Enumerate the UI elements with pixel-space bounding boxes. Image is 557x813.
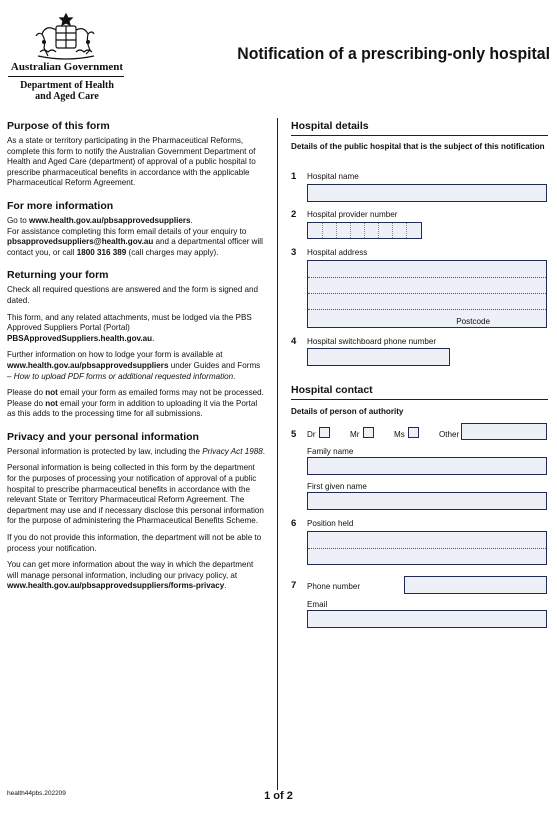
title-dr-label: Dr bbox=[307, 430, 316, 439]
text: This form, and any related attachments, must be lodged via the PBS Approved Suppliers Portal (Portal) bbox=[7, 312, 252, 333]
question-number: 6 bbox=[291, 518, 297, 529]
department-name-line2: and Aged Care bbox=[35, 91, 99, 102]
page-number: 1 of 2 bbox=[264, 790, 293, 802]
form-column bbox=[291, 120, 548, 609]
hospital-contact-section bbox=[291, 384, 548, 417]
hospital-details-subheading: Details of the public hospital that is the subject of this notification bbox=[291, 142, 545, 151]
emphasis: not bbox=[45, 398, 58, 408]
privacy-text-1 bbox=[7, 447, 265, 458]
hospital-name-field[interactable] bbox=[307, 184, 547, 202]
hospital-address-field[interactable] bbox=[307, 260, 547, 328]
text: and a departmental officer will contact you, or call bbox=[7, 237, 263, 257]
question-number: 7 bbox=[291, 580, 297, 591]
hospital-address-label: Hospital address bbox=[307, 248, 368, 257]
page-header bbox=[0, 0, 557, 110]
question-switchboard-phone bbox=[291, 337, 548, 369]
text: email your form in addition to uploading it via the Portal as this adds to the processing time for all submissions. bbox=[7, 398, 258, 419]
question-position-held bbox=[291, 519, 548, 569]
provider-number-label: Hospital provider number bbox=[307, 210, 398, 219]
text: You can get more information about the way in which the department will manage personal information, including our privacy policy, at bbox=[7, 560, 254, 580]
address-line bbox=[308, 309, 546, 310]
text: Further information on how to lodge your form is available at bbox=[7, 350, 223, 360]
text: . bbox=[152, 333, 155, 343]
hospital-contact-subheading: Details of person of authority bbox=[291, 407, 404, 416]
more-info-heading: For more information bbox=[7, 199, 114, 212]
returning-text-2 bbox=[7, 313, 265, 345]
cell-divider bbox=[364, 223, 365, 238]
switchboard-phone-label: Hospital switchboard phone number bbox=[307, 337, 437, 346]
question-number: 3 bbox=[291, 247, 297, 258]
header-divider bbox=[8, 76, 124, 77]
text: . bbox=[190, 215, 193, 225]
cell-divider bbox=[406, 223, 407, 238]
privacy-heading: Privacy and your personal information bbox=[7, 430, 199, 443]
government-name: Australian Government bbox=[10, 61, 124, 73]
phone-number-field[interactable] bbox=[404, 576, 547, 594]
department-name-line1: Department of Health bbox=[20, 80, 114, 91]
question-number: 2 bbox=[291, 209, 297, 220]
question-phone-email bbox=[291, 576, 548, 632]
privacy-text-4 bbox=[7, 560, 265, 592]
more-info-section bbox=[7, 200, 265, 258]
question-hospital-address bbox=[291, 248, 548, 332]
question-person-name bbox=[291, 426, 548, 506]
text: email your form as emailed forms may not be processed. Please do bbox=[7, 388, 264, 408]
address-line bbox=[308, 277, 546, 278]
portal-link[interactable]: PBSApprovedSuppliers.health.gov.au bbox=[7, 333, 153, 343]
title-mr-checkbox[interactable] bbox=[363, 427, 374, 438]
title-dr-checkbox[interactable] bbox=[319, 427, 330, 438]
hospital-contact-heading: Hospital contact bbox=[291, 384, 548, 400]
cell-divider bbox=[392, 223, 393, 238]
returning-text-3 bbox=[7, 350, 265, 382]
guide-title: How to upload PDF forms or additional requested information bbox=[13, 371, 234, 381]
question-hospital-name bbox=[291, 172, 548, 206]
title-other-label: Other bbox=[439, 430, 460, 439]
text: For assistance completing this form email details of your enquiry to bbox=[7, 226, 247, 236]
privacy-text-3: If you do not provide this information, the department will not be able to process your notification. bbox=[7, 533, 262, 553]
purpose-section bbox=[7, 120, 265, 189]
website-link[interactable]: www.health.gov.au/pbsapprovedsuppliers bbox=[29, 215, 191, 225]
emphasis: not bbox=[45, 388, 58, 398]
provider-number-field[interactable] bbox=[307, 222, 422, 239]
text: (call charges may apply). bbox=[126, 247, 219, 257]
question-number: 5 bbox=[291, 429, 297, 440]
act-name: Privacy Act 1988 bbox=[202, 446, 263, 456]
family-name-label: Family name bbox=[307, 447, 354, 456]
hospital-details-heading: Hospital details bbox=[291, 120, 548, 136]
purpose-text: As a state or territory participating in the Pharmaceutical Reforms, complete this form to notify the Australian Government Department of Health and Aged Care (department) of approval of a public hospital to prescribe pharmaceutical benefits in accordance with the applicable Pharmaceutical Reform Agreement. bbox=[7, 136, 256, 188]
question-number: 1 bbox=[291, 171, 297, 182]
postcode-label: Postcode bbox=[456, 317, 490, 326]
phone-number-label: Phone number bbox=[307, 582, 361, 591]
text: Personal information is protected by law, including the bbox=[7, 446, 203, 456]
family-name-field[interactable] bbox=[307, 457, 547, 475]
cell-divider bbox=[350, 223, 351, 238]
more-info-website bbox=[7, 216, 265, 258]
privacy-text-2: Personal information is being collected in this form by the department for the purposes of processing your notification of approval of a public hospital to prescribe pharmaceutical benefits in accordance with the relevant State or Territory Pharmaceutical Reform Agreement. The department may use and if necessary disclose this personal information for the purpose of administering the Pharmaceutical Benefits Scheme. bbox=[7, 463, 264, 526]
returning-text-1: Check all required questions are answered and the form is signed and dated. bbox=[7, 285, 259, 305]
first-given-name-label: First given name bbox=[307, 482, 367, 491]
first-given-name-field[interactable] bbox=[307, 492, 547, 510]
hospital-name-label: Hospital name bbox=[307, 172, 359, 181]
position-held-label: Position held bbox=[307, 519, 354, 528]
title-mr-label: Mr bbox=[350, 430, 360, 439]
returning-heading: Returning your form bbox=[7, 269, 109, 282]
text: Please do bbox=[7, 388, 46, 398]
text: Go to bbox=[7, 215, 30, 225]
privacy-link[interactable]: www.health.gov.au/pbsapprovedsuppliers/forms-privacy bbox=[7, 581, 225, 591]
text: . bbox=[224, 581, 227, 591]
title-other-field[interactable] bbox=[461, 423, 547, 440]
column-divider bbox=[277, 118, 278, 790]
title-ms-checkbox[interactable] bbox=[408, 427, 419, 438]
cell-divider bbox=[336, 223, 337, 238]
privacy-section bbox=[7, 431, 265, 592]
question-number: 4 bbox=[291, 336, 297, 347]
question-provider-number bbox=[291, 210, 548, 244]
address-line bbox=[308, 293, 546, 294]
email-field[interactable] bbox=[307, 610, 547, 628]
cell-divider bbox=[322, 223, 323, 238]
text: . bbox=[262, 446, 265, 456]
form-title: Notification of a prescribing-only hospital bbox=[237, 44, 550, 63]
returning-section bbox=[7, 269, 265, 420]
position-line bbox=[308, 548, 546, 549]
purpose-heading: Purpose of this form bbox=[7, 120, 110, 132]
coat-of-arms-icon bbox=[30, 12, 102, 62]
information-column bbox=[7, 120, 265, 603]
title-ms-label: Ms bbox=[394, 430, 405, 439]
email-link[interactable]: pbsapprovedsuppliers@health.gov.au bbox=[7, 237, 154, 247]
returning-text-4 bbox=[7, 388, 265, 420]
switchboard-phone-field[interactable] bbox=[307, 348, 450, 366]
phone-number: 1800 316 389 bbox=[76, 247, 127, 257]
form-code: health44pbs.202209 bbox=[7, 790, 66, 797]
website-link[interactable]: www.health.gov.au/pbsapprovedsuppliers bbox=[7, 360, 169, 370]
text: under Guides and Forms – bbox=[7, 360, 261, 381]
position-held-field[interactable] bbox=[307, 531, 547, 565]
cell-divider bbox=[378, 223, 379, 238]
email-label: Email bbox=[307, 600, 328, 609]
text: . bbox=[233, 371, 236, 381]
